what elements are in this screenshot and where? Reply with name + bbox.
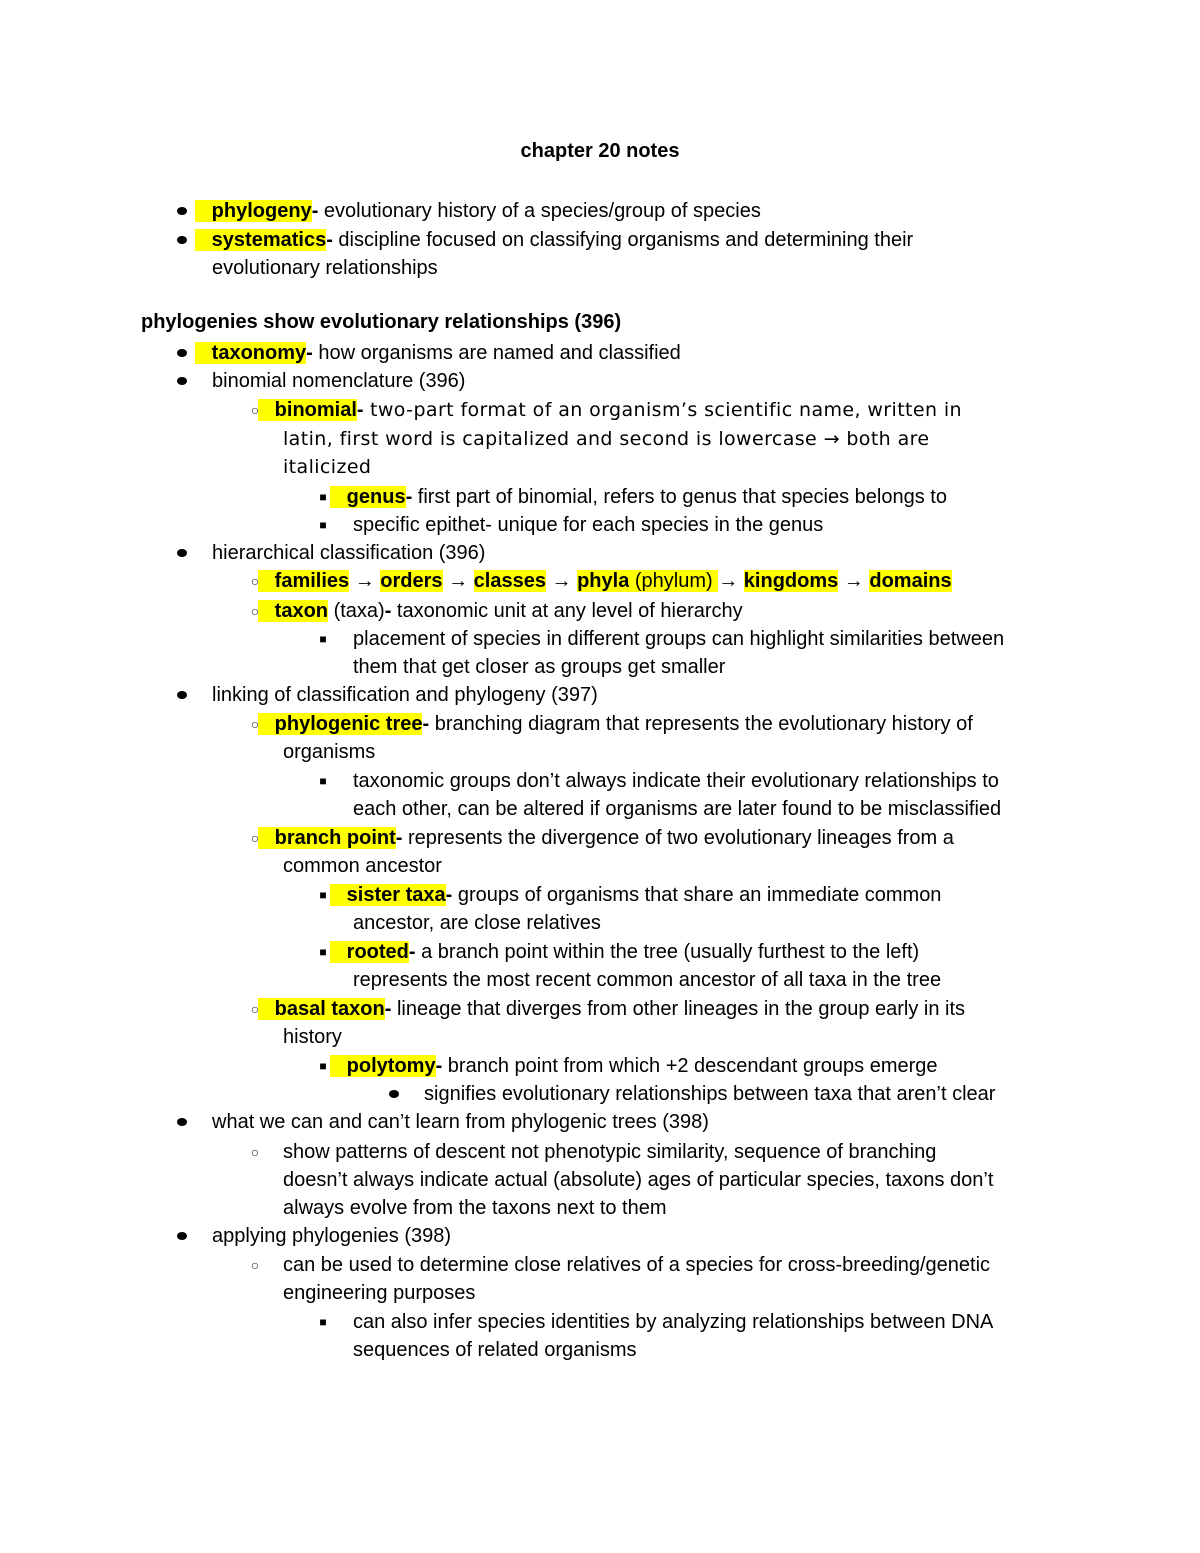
bullet-circle-icon: ○: [250, 573, 260, 589]
list-item: ○ taxon (taxa)- taxonomic unit at any level of hierarchy: [248, 597, 743, 626]
bullet-circle-icon: ○: [250, 1257, 260, 1273]
bullet-circle-icon: ○: [250, 402, 260, 418]
bullet-square-icon: ■: [319, 632, 327, 646]
list-item-continued: italicized: [283, 456, 372, 478]
bullet-circle-icon: ○: [250, 1144, 260, 1160]
list-item: ○ basal taxon- lineage that diverges from other lineages in the group early in its: [248, 995, 965, 1024]
bullet-circle-icon: ○: [250, 1001, 260, 1017]
list-item: linking of classification and phylogeny (397): [212, 684, 598, 706]
list-item-continued: each other, can be altered if organisms are later found to be misclassified: [353, 798, 1002, 820]
list-item: ○ show patterns of descent not phenotypic similarity, sequence of branching: [248, 1138, 936, 1167]
bullet-square-icon: ■: [319, 1315, 327, 1329]
list-item: binomial nomenclature (396): [212, 370, 466, 392]
term-highlight: polytomy: [330, 1055, 436, 1077]
list-item-continued: always evolve from the taxons next to them: [283, 1197, 667, 1219]
term-highlight: binomial: [258, 399, 357, 421]
list-item: ■ rooted- a branch point within the tree (usually furthest to the left): [318, 938, 919, 967]
list-item: applying phylogenies (398): [212, 1225, 452, 1247]
list-item: ■ polytomy- branch point from which +2 descendant groups emerge: [318, 1052, 938, 1081]
list-item-continued: ancestor, are close relatives: [353, 912, 601, 934]
list-item: what we can and can’t learn from phylogenic trees (398): [212, 1111, 709, 1133]
term-highlight: families: [258, 570, 349, 592]
list-item: ○ branch point- represents the divergence of two evolutionary lineages from a: [248, 824, 954, 853]
bullet-square-icon: ■: [319, 774, 327, 788]
list-item: ■ taxonomic groups don’t always indicate their evolutionary relationships to: [318, 767, 999, 796]
term-highlight: taxonomy: [195, 342, 306, 364]
list-item-continued: sequences of related organisms: [353, 1339, 637, 1361]
term-highlight: rooted: [330, 941, 409, 963]
bullet-square-icon: ■: [319, 1059, 327, 1073]
list-item: taxonomy- how organisms are named and classified: [177, 339, 681, 368]
bullet-square-icon: ■: [319, 518, 327, 532]
term-highlight: phylogeny: [195, 200, 312, 222]
term-highlight: genus: [330, 486, 406, 508]
list-item: phylogeny- evolutionary history of a species/group of species: [177, 197, 761, 226]
section-heading: phylogenies show evolutionary relationships (396): [141, 311, 622, 333]
list-item-continued: organisms: [283, 741, 376, 763]
list-item: ■ can also infer species identities by analyzing relationships between DNA: [318, 1308, 993, 1337]
list-item: ■ genus- first part of binomial, refers to genus that species belongs to: [318, 483, 947, 512]
list-item-continued: latin, first word is capitalized and second is lowercase → both are: [283, 428, 930, 450]
list-item: ○ can be used to determine close relatives of a species for cross-breeding/genetic: [248, 1251, 990, 1280]
list-item-continued: history: [283, 1026, 342, 1048]
list-item-continued: common ancestor: [283, 855, 442, 877]
term-highlight: phylogenic tree: [258, 713, 422, 735]
term-highlight: sister taxa: [330, 884, 446, 906]
list-item-continued: evolutionary relationships: [212, 257, 438, 279]
bullet-circle-icon: ○: [250, 603, 260, 619]
list-item: ■ specific epithet- unique for each species in the genus: [318, 511, 823, 540]
list-item: signifies evolutionary relationships between taxa that aren’t clear: [424, 1083, 996, 1105]
list-item: ■ placement of species in different groups can highlight similarities between: [318, 625, 1004, 654]
bullet-square-icon: ■: [319, 945, 327, 959]
bullet-square-icon: ■: [319, 888, 327, 902]
bullet-circle-icon: ○: [250, 830, 260, 846]
list-item: ■ sister taxa- groups of organisms that share an immediate common: [318, 881, 941, 910]
bullet-circle-icon: ○: [250, 716, 260, 732]
page-title: chapter 20 notes: [520, 140, 680, 162]
bullet-square-icon: ■: [319, 490, 327, 504]
list-item-continued: engineering purposes: [283, 1282, 476, 1304]
term-highlight: taxon: [258, 600, 328, 622]
list-item-continued: represents the most recent common ancestor of all taxa in the tree: [353, 969, 942, 991]
term-highlight: systematics: [195, 229, 326, 251]
list-item-continued: them that get closer as groups get smaller: [353, 656, 726, 678]
list-item: hierarchical classification (396): [212, 542, 486, 564]
term-highlight: basal taxon: [258, 998, 385, 1020]
list-item: ○ phylogenic tree- branching diagram that represents the evolutionary history of: [248, 710, 973, 739]
list-item: ○ families → orders → classes → phyla (phylum) → kingdoms → domains: [248, 567, 952, 596]
term-highlight: branch point: [258, 827, 396, 849]
list-item-continued: doesn’t always indicate actual (absolute) ages of particular species, taxons don’t: [283, 1169, 994, 1191]
list-item: systematics- discipline focused on classifying organisms and determining their: [177, 226, 913, 255]
list-item: ○ binomial- two-part format of an organism’s scientific name, written in: [248, 396, 962, 425]
